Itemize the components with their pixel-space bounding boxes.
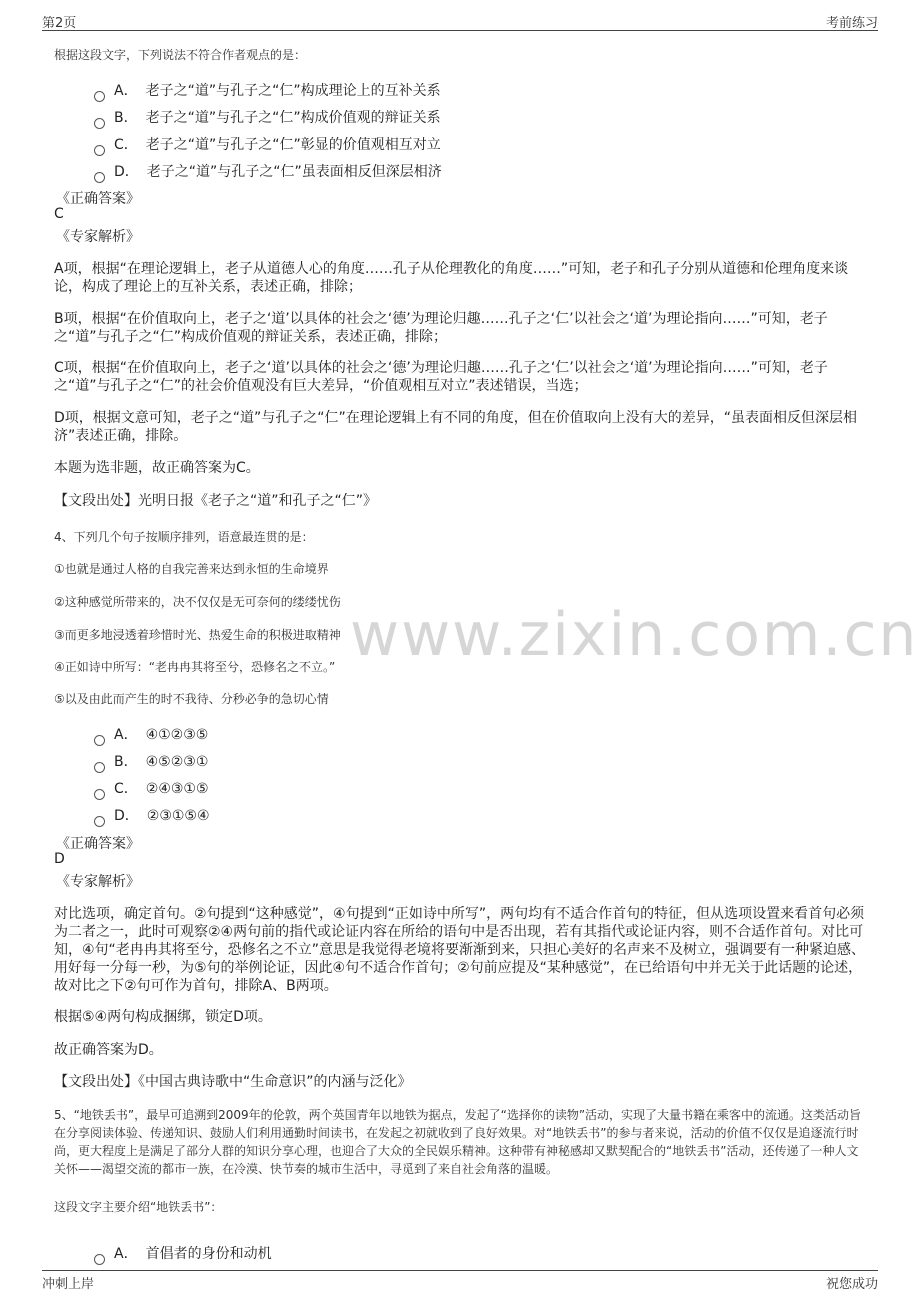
radio-icon[interactable] xyxy=(94,762,105,773)
answer-value: C xyxy=(54,206,64,222)
source-citation: 【文段出处】光明日报《老子之“道”和孔子之“仁”》 xyxy=(54,493,378,509)
radio-icon[interactable] xyxy=(94,735,105,746)
analysis-label: 《专家解析》 xyxy=(56,874,140,890)
q3-option-b[interactable]: B． 老子之“道”与孔子之“仁”构成价值观的辩证关系 xyxy=(94,107,441,127)
q4-sentence: ④正如诗中所写：“老冉冉其将至兮，恐修名之不立。” xyxy=(54,660,336,674)
analysis-paragraph: 对比选项，确定首句。②句提到“这种感觉”，④句提到“正如诗中所写”，两句均有不适合作首句的特征，但从选项设置来看首句必须为二者之一，此时可观察②④两句前的指代或论证内容在所给的语句中是否出现，若有其指代或论证内容，则不合适作首句。对比可知，④句“老冉冉其将至兮，恐修名之不立”意思是我觉得老境将要渐渐到来，只担心美好的名声来不及树立，强调要有一种紧迫感、用好每一分每一秒，为⑤句的举例论证，因此④句不适合作首句；②句前应提及“某种感觉”，在已给语句中并无关于此话题的论述，故对比之下②句可作为首句，排除A、B两项。 xyxy=(54,906,866,994)
q3-option-a[interactable]: A． 老子之“道”与孔子之“仁”构成理论上的互补关系 xyxy=(94,80,441,100)
answer-value: D xyxy=(54,851,65,867)
q4-sentence: ⑤以及由此而产生的时不我待、分秒必争的急切心情 xyxy=(54,692,329,706)
analysis-paragraph: D项，根据文意可知，老子之“道”与孔子之“仁”在理论逻辑上有不同的角度，但在价值取向上没有大的差异，“虽表面相反但深层相济”表述正确，排除。 xyxy=(54,410,858,444)
q4-option-d[interactable]: D． ②③①⑤④ xyxy=(94,805,210,825)
analysis-paragraph: A项，根据“在理论逻辑上，老子从道德人心的角度……孔子从伦理教化的角度……”可知，老子和孔子分别从道德和伦理角度来谈论，构成了理论上的互补关系，表述正确，排除； xyxy=(54,261,849,295)
page-header xyxy=(42,8,878,31)
answer-label: 《正确答案》 xyxy=(56,836,140,852)
radio-icon[interactable] xyxy=(94,118,105,129)
q3-option-d[interactable]: D． 老子之“道”与孔子之“仁”虽表面相反但深层相济 xyxy=(94,161,442,181)
page-number: 第2页 xyxy=(42,16,77,31)
watermark: www.zixin.com.cn xyxy=(350,600,919,670)
q5-question: 这段文字主要介绍“地铁丢书”： xyxy=(54,1200,223,1214)
q4-prompt: 4、下列几个句子按顺序排列，语意最连贯的是： xyxy=(54,530,314,544)
q4-option-b[interactable]: B． ④⑤②③① xyxy=(94,751,208,771)
q3-option-c[interactable]: C． 老子之“道”与孔子之“仁”彰显的价值观相互对立 xyxy=(94,134,441,154)
footer-left: 冲刺上岸 xyxy=(42,1277,95,1292)
analysis-conclusion: 本题为选非题，故正确答案为C。 xyxy=(54,460,260,476)
radio-icon[interactable] xyxy=(94,789,105,800)
radio-icon[interactable] xyxy=(94,172,105,183)
q5-prompt: 5、“地铁丢书”，最早可追溯到2009年的伦敦，两个英国青年以地铁为据点，发起了“选择你的读物”活动，实现了大量书籍在乘客中的流通。这类活动旨在分享阅读体验、传递知识、鼓励人们利用通勤时间读书，在发起之初就收到了良好效果。对“地铁丢书”的参与者来说，活动的价值不仅仅是追逐流行时尚，更大程度上是满足了部分人群的知识分享心理，也迎合了大众的全民娱乐精神。这种带有神秘感却又默契配合的“地铁丢书”活动，还传递了一种人文关怀——渴望交流的都市一族，在冷漠、快节奏的城市生活中，寻觅到了来自社会角落的温暖。 xyxy=(54,1108,862,1176)
q5-option-a[interactable]: A． 首倡者的身份和动机 xyxy=(94,1243,272,1263)
q4-option-c[interactable]: C． ②④③①⑤ xyxy=(94,778,209,798)
analysis-paragraph: C项，根据“在价值取向上，老子之‘道’以具体的社会之‘德’为理论归趣……孔子之‘仁’以社会之‘道’为理论指向……”可知，老子之“道”与孔子之“仁”的社会价值观没有巨大差异，“价值观相互对立”表述错误，当选； xyxy=(54,360,828,394)
q4-sentence: ①也就是通过人格的自我完善来达到永恒的生命境界 xyxy=(54,562,329,576)
analysis-label: 《专家解析》 xyxy=(56,229,140,245)
q4-option-a[interactable]: A． ④①②③⑤ xyxy=(94,724,208,744)
radio-icon[interactable] xyxy=(94,91,105,102)
analysis-conclusion: 故正确答案为D。 xyxy=(54,1042,163,1058)
radio-icon[interactable] xyxy=(94,816,105,827)
radio-icon[interactable] xyxy=(94,145,105,156)
header-title: 考前练习 xyxy=(825,16,878,31)
q3-prompt: 根据这段文字，下列说法不符合作者观点的是： xyxy=(54,48,307,62)
q4-sentence: ③而更多地浸透着珍惜时光、热爱生命的积极进取精神 xyxy=(54,628,341,642)
page-footer xyxy=(42,1270,878,1292)
radio-icon[interactable] xyxy=(94,1254,105,1265)
source-citation: 【文段出处】《中国古典诗歌中“生命意识”的内涵与泛化》 xyxy=(54,1074,412,1090)
answer-label: 《正确答案》 xyxy=(56,191,140,207)
q4-sentence: ②这种感觉所带来的，决不仅仅是无可奈何的缕缕忧伤 xyxy=(54,595,341,609)
footer-right: 祝您成功 xyxy=(825,1277,878,1292)
analysis-paragraph: 根据⑤④两句构成捆绑，锁定D项。 xyxy=(54,1009,272,1025)
analysis-paragraph: B项，根据“在价值取向上，老子之‘道’以具体的社会之‘德’为理论归趣……孔子之‘仁’以社会之‘道’为理论指向……”可知，老子之“道”与孔子之“仁”构成价值观的辩证关系，表述正确，排除； xyxy=(54,311,828,345)
